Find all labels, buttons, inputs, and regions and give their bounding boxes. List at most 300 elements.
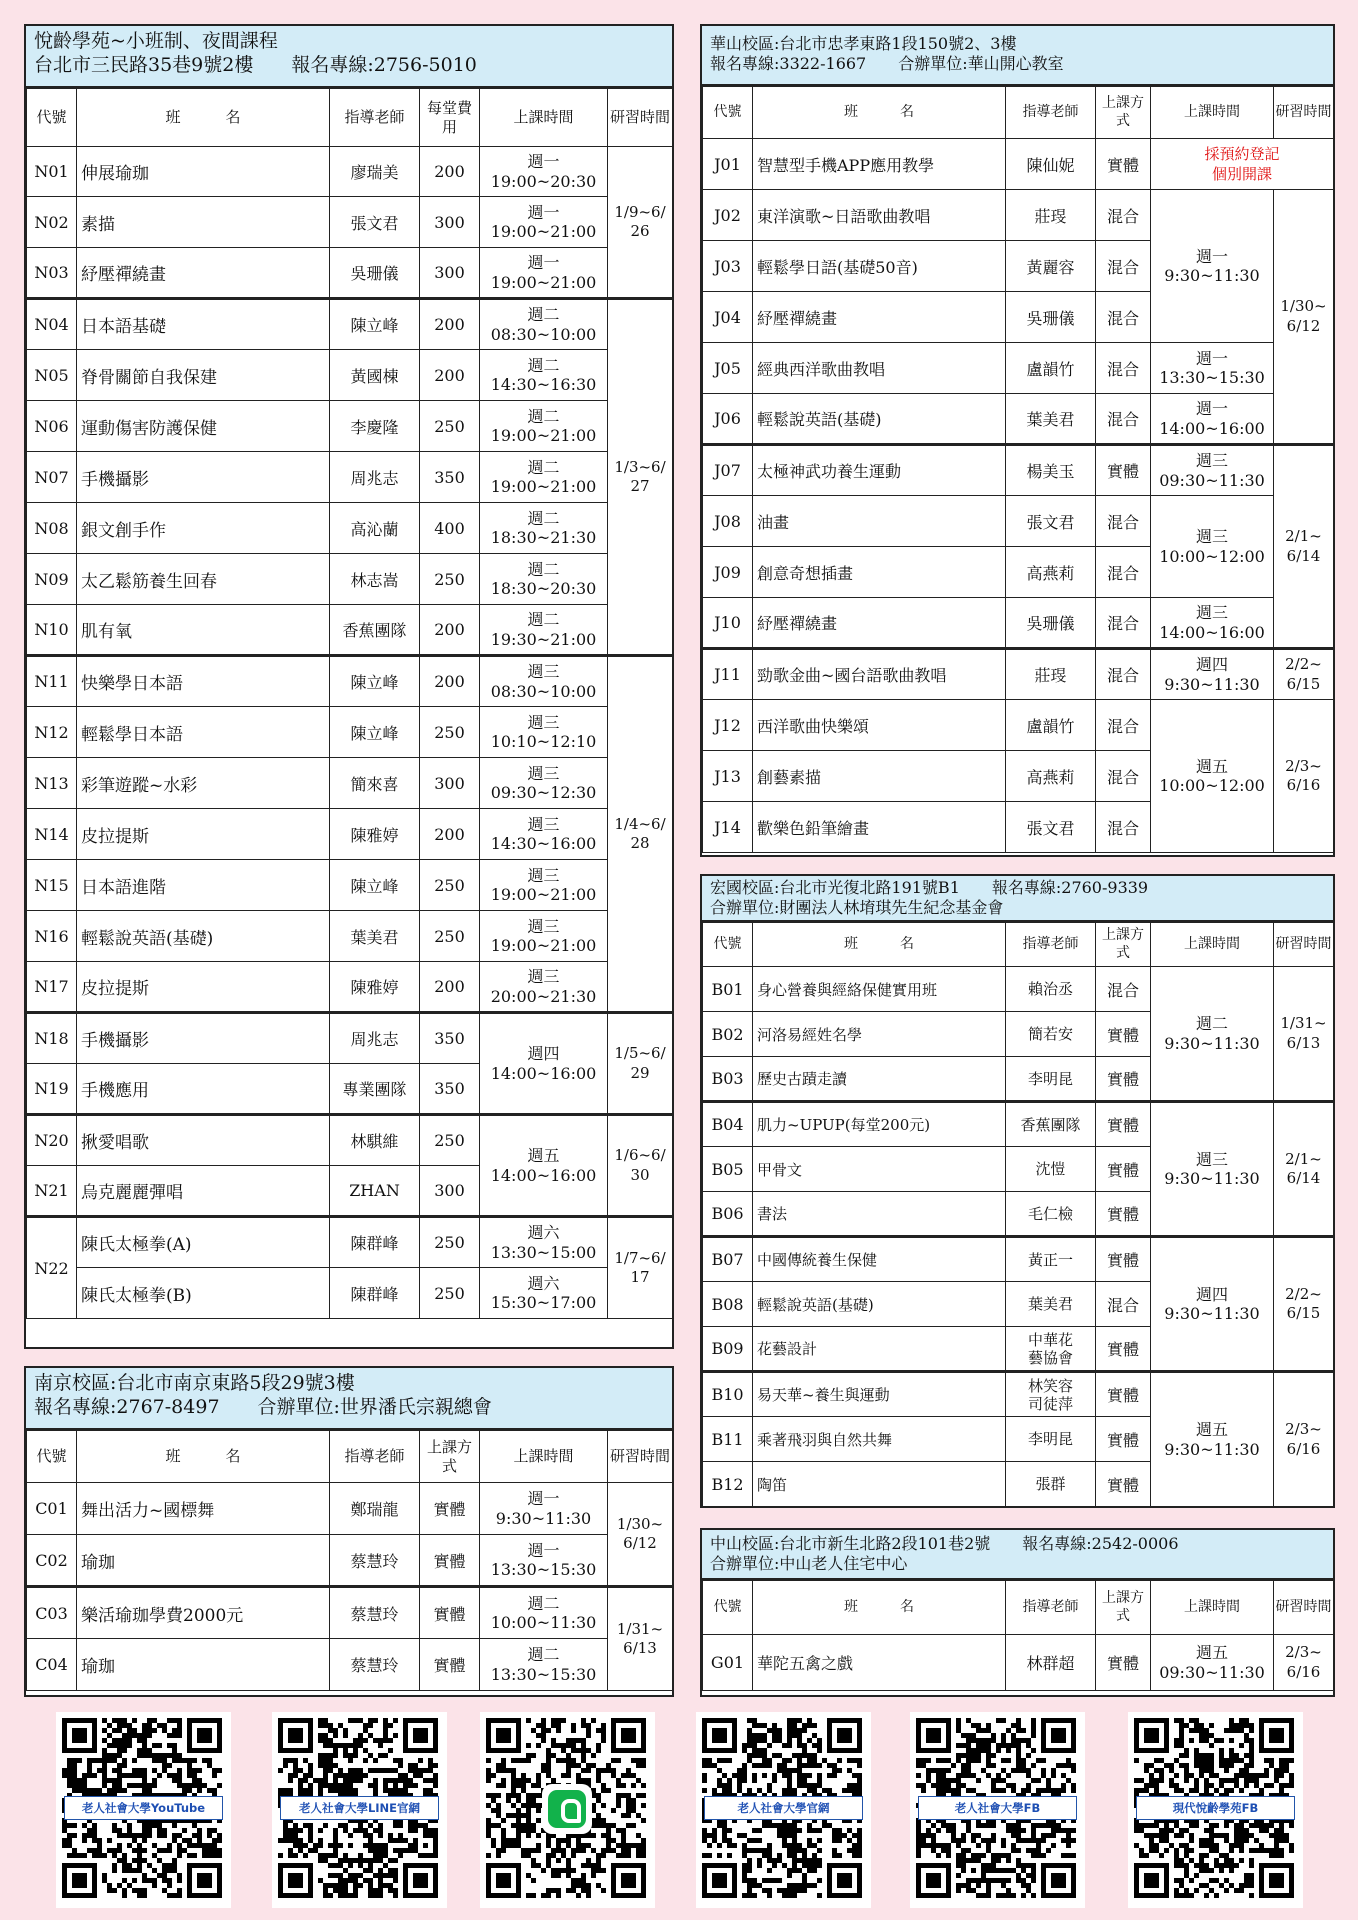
period-text: 2/2~6/15 (1285, 655, 1322, 693)
teacher-name: 香蕉團隊 (1020, 1115, 1081, 1134)
table-row (27, 605, 673, 656)
course-code: B10 (703, 1372, 753, 1417)
column-header: 班 名 (753, 923, 1006, 967)
teacher-name: 毛仁檢 (1027, 1204, 1073, 1223)
panel-hongguo (700, 874, 1335, 1508)
period-text: 1/5~6/29 (614, 1044, 666, 1082)
table-row (27, 299, 673, 350)
course-code: N21 (27, 1166, 77, 1217)
time-range: 9:30~11:30 (1164, 1033, 1260, 1053)
time-range: 14:30~16:00 (490, 834, 597, 853)
teacher: 葉美君 (1006, 394, 1096, 445)
time-range: 19:00~21:00 (490, 477, 597, 496)
course-name: 陳氏太極拳(A) (77, 1217, 330, 1268)
class-mode: 混合 (1096, 292, 1151, 343)
column-header: 班 名 (77, 89, 330, 147)
time-range: 19:00~21:00 (490, 885, 597, 904)
time-range: 19:00~20:30 (490, 171, 597, 191)
course-name: 歡樂色鉛筆繪畫 (753, 802, 1006, 853)
campus-title: 南京校區:台北市南京東路5段29號3樓 (34, 1372, 355, 1394)
course-code: J12 (703, 700, 753, 751)
qr-app[interactable] (480, 1712, 655, 1908)
class-mode: 實體 (1096, 445, 1151, 496)
class-time-cell (480, 147, 608, 197)
course-name: 紓壓禪繞畫 (77, 248, 330, 299)
class-time-cell (480, 503, 608, 554)
course-code: J07 (703, 445, 753, 496)
teacher: 周兆志 (330, 1013, 420, 1064)
course-name: 紓壓禪繞畫 (753, 598, 1006, 649)
class-time-cell (1151, 598, 1274, 649)
time-range: 10:00~12:00 (1159, 776, 1265, 795)
course-code: J08 (703, 496, 753, 547)
course-name: 歷史古蹟走讀 (753, 1057, 1006, 1102)
study-period (608, 147, 673, 299)
class-time-cell (480, 1535, 608, 1587)
class-time-cell (480, 758, 608, 809)
course-name: 日本語基礎 (77, 299, 330, 350)
teacher: 吳珊儀 (1006, 292, 1096, 343)
time-range: 15:30~17:00 (490, 1293, 597, 1312)
class-time (1151, 399, 1273, 437)
class-time-cell (480, 401, 608, 452)
class-mode: 混合 (1096, 241, 1151, 292)
class-time (1151, 757, 1273, 795)
fee: 200 (420, 299, 480, 350)
table-row (703, 343, 1334, 394)
teacher-name: 李明昆 (1027, 1069, 1073, 1088)
column-header: 代號 (703, 1581, 753, 1635)
table-row (27, 1483, 673, 1535)
course-name: 手機應用 (77, 1064, 330, 1115)
column-header: 上課時間 (480, 89, 608, 147)
class-time (480, 253, 607, 291)
teacher: 盧韻竹 (1006, 700, 1096, 751)
time-range: 14:00~16:00 (490, 1063, 597, 1083)
teacher: 張文君 (1006, 496, 1096, 547)
study-period (1274, 445, 1334, 649)
table-row (27, 452, 673, 503)
course-code: N05 (27, 350, 77, 401)
course-name: 脊骨關節自我保建 (77, 350, 330, 401)
panel-header (702, 1530, 1333, 1580)
weekday: 週二 (1195, 1014, 1228, 1034)
fee: 350 (420, 452, 480, 503)
teacher: 黃麗容 (1006, 241, 1096, 292)
course-name: 中國傳統養生保健 (753, 1237, 1006, 1282)
column-header: 指導老師 (1006, 923, 1096, 967)
course-name: 身心營養與經絡保健實用班 (753, 967, 1006, 1012)
course-code: B08 (703, 1282, 753, 1327)
column-header: 班 名 (753, 1581, 1006, 1635)
class-time-cell (480, 911, 608, 962)
header-row (27, 1431, 673, 1483)
course-name: 乘著飛羽與自然共舞 (753, 1417, 1006, 1462)
study-period (1274, 190, 1334, 445)
time-range: 10:10~12:10 (490, 732, 597, 751)
table-row (27, 707, 673, 758)
time-range: 9:30~11:30 (1164, 674, 1260, 694)
course-code: G01 (703, 1635, 753, 1691)
course-name: 書法 (753, 1192, 1006, 1237)
class-time-cell (1151, 496, 1274, 598)
class-time (480, 458, 607, 496)
course-code: J01 (703, 139, 753, 190)
period-text: 1/4~6/28 (614, 814, 666, 852)
teacher-name: 中華花 (1027, 1330, 1073, 1349)
class-time (480, 713, 607, 751)
fee: 250 (420, 911, 480, 962)
weekday: 週一 (527, 202, 560, 222)
campus-address: 報名專線:3322-1667 合辦單位:華山開心教室 (710, 54, 1064, 73)
teacher: 莊琝 (1006, 649, 1096, 700)
teacher: 鄭瑞龍 (330, 1483, 420, 1535)
study-period (608, 1115, 673, 1217)
course-code: B04 (703, 1102, 753, 1147)
course-code: B06 (703, 1192, 753, 1237)
teacher: 葉美君 (330, 911, 420, 962)
teacher: 陳立峰 (330, 656, 420, 707)
course-name: 紓壓禪繞畫 (753, 292, 1006, 343)
period-text: 2/1~6/14 (1285, 527, 1322, 565)
time-range: 9:30~11:30 (1164, 266, 1260, 285)
course-name: 樂活瑜珈學費2000元 (77, 1587, 330, 1639)
class-time (1151, 1014, 1273, 1052)
course-code: N01 (27, 147, 77, 197)
teacher: 廖瑞美 (330, 147, 420, 197)
course-name: 瑜珈 (77, 1535, 330, 1587)
fee: 250 (420, 1115, 480, 1166)
course-code: J13 (703, 751, 753, 802)
teacher: 陳仙妮 (1006, 139, 1096, 190)
course-code: B11 (703, 1417, 753, 1462)
note-line: 個別開課 (1211, 165, 1272, 183)
period-text: 1/30~6/12 (616, 1514, 664, 1552)
teacher: 陳立峰 (330, 299, 420, 350)
course-code: J11 (703, 649, 753, 700)
period-text: 1/7~6/17 (614, 1248, 666, 1286)
panel-header (26, 26, 672, 88)
fee: 350 (420, 1064, 480, 1115)
teacher: 簡來喜 (330, 758, 420, 809)
study-period (608, 1217, 673, 1319)
panel-zhongshan (700, 1528, 1335, 1697)
time-range: 13:30~15:00 (490, 1242, 597, 1262)
weekday: 週三 (527, 865, 560, 885)
course-name: 伸展瑜珈 (77, 147, 330, 197)
class-time-cell (1151, 445, 1274, 496)
campus-title: 宏國校區:台北市光復北路191號B1 報名專線:2760-9339 (710, 878, 1149, 897)
class-mode: 混合 (1096, 751, 1151, 802)
course-name: 易天華~養生與運動 (753, 1372, 1006, 1417)
class-mode: 混合 (1096, 496, 1151, 547)
teacher: 莊琝 (1006, 190, 1096, 241)
class-time (480, 407, 607, 445)
class-time (480, 203, 607, 241)
panel-header (702, 876, 1333, 922)
qr-label: 老人社會大學LINE官網 (280, 1796, 439, 1820)
course-code: J14 (703, 802, 753, 853)
column-header: 上課方式 (1096, 87, 1151, 139)
panel-nanjing (24, 1366, 674, 1697)
teacher: 陳群峰 (330, 1217, 420, 1268)
class-time-cell (1151, 1635, 1274, 1691)
class-time (1151, 1643, 1273, 1681)
weekday: 週五 (1195, 756, 1228, 776)
teacher: 陳群峰 (330, 1268, 420, 1319)
weekday: 週三 (527, 662, 560, 682)
course-name: 西洋歌曲快樂頌 (753, 700, 1006, 751)
course-code: B05 (703, 1147, 753, 1192)
weekday: 週三 (1195, 603, 1228, 623)
course-code: B02 (703, 1012, 753, 1057)
fee: 200 (420, 656, 480, 707)
weekday: 週三 (527, 712, 560, 732)
weekday: 週五 (527, 1146, 560, 1166)
class-time-cell (480, 452, 608, 503)
weekday: 週三 (527, 763, 560, 783)
class-time (480, 967, 607, 1005)
table-row (703, 700, 1334, 751)
class-mode: 混合 (1096, 394, 1151, 445)
class-time-cell (1151, 1237, 1274, 1372)
teacher: 蔡慧玲 (330, 1639, 420, 1691)
table-row (27, 248, 673, 299)
fee: 250 (420, 554, 480, 605)
course-name: 烏克麗麗彈唱 (77, 1166, 330, 1217)
class-time-cell (480, 1639, 608, 1691)
course-code: B01 (703, 967, 753, 1012)
course-name: 輕鬆說英語(基礎) (77, 911, 330, 962)
class-mode: 混合 (1096, 649, 1151, 700)
class-time-cell (480, 1013, 608, 1115)
period-text: 2/3~6/16 (1285, 1643, 1322, 1681)
qr-line[interactable] (272, 1712, 447, 1908)
teacher: 周兆志 (330, 452, 420, 503)
course-name: 瑜珈 (77, 1639, 330, 1691)
time-range: 20:00~21:30 (490, 986, 597, 1006)
course-code: B07 (703, 1237, 753, 1282)
weekday: 週二 (527, 355, 560, 375)
course-code: C02 (27, 1535, 77, 1587)
period-text: 2/3~6/16 (1285, 756, 1322, 794)
course-code: N06 (27, 401, 77, 452)
qr-website[interactable] (696, 1712, 871, 1908)
time-range: 14:00~16:00 (490, 1165, 597, 1185)
column-header: 研習時間 (1274, 1581, 1334, 1635)
table-row (27, 911, 673, 962)
teacher-name: 藝協會 (1027, 1348, 1073, 1367)
column-header: 指導老師 (1006, 87, 1096, 139)
campus-address: 台北市三民路35巷9號2樓 報名專線:2756-5010 (34, 53, 477, 76)
class-time (480, 610, 607, 648)
column-header: 每堂費用 (420, 89, 480, 147)
column-header: 上課時間 (1151, 923, 1274, 967)
qr-yueling-fb[interactable] (1128, 1712, 1303, 1908)
course-code: J04 (703, 292, 753, 343)
fee: 250 (420, 860, 480, 911)
teacher: 陳雅婷 (330, 962, 420, 1013)
teacher (1006, 1462, 1096, 1507)
class-mode: 實體 (420, 1587, 480, 1639)
column-header: 研習時間 (608, 89, 673, 147)
table-row (703, 445, 1334, 496)
class-mode: 混合 (1096, 547, 1151, 598)
period-text: 1/30~6/12 (1280, 297, 1327, 335)
course-name: 手機攝影 (77, 1013, 330, 1064)
qr-youtube[interactable] (56, 1712, 231, 1908)
table-row (703, 496, 1334, 547)
teacher: 專業團隊 (330, 1064, 420, 1115)
study-period (1274, 1237, 1334, 1372)
study-period (608, 656, 673, 1013)
campus-title: 中山校區:台北市新生北路2段101巷2號 報名專線:2542-0006 (710, 1534, 1179, 1553)
class-time (1151, 1285, 1273, 1323)
column-header: 班 名 (77, 1431, 330, 1483)
course-name: 手機攝影 (77, 452, 330, 503)
campus-address: 報名專線:2767-8497 合辦單位:世界潘氏宗親總會 (34, 1395, 492, 1418)
course-code: N18 (27, 1013, 77, 1064)
time-range: 10:00~12:00 (1159, 546, 1265, 566)
campus-title: 悅齡學苑~小班制、夜間課程 (34, 30, 278, 52)
course-code: B09 (703, 1327, 753, 1372)
class-time-cell (480, 1115, 608, 1217)
course-name: 肌有氧 (77, 605, 330, 656)
weekday: 週二 (527, 610, 560, 630)
course-name: 太極神武功養生運動 (753, 445, 1006, 496)
teacher: 李慶隆 (330, 401, 420, 452)
period-text: 1/31~6/13 (616, 1619, 664, 1657)
panel-header (702, 26, 1333, 86)
class-time (480, 305, 607, 343)
course-code: J03 (703, 241, 753, 292)
course-name: 輕鬆說英語(基礎) (753, 394, 1006, 445)
class-mode: 實體 (1096, 1635, 1151, 1691)
class-time (1151, 1420, 1273, 1458)
course-code: J05 (703, 343, 753, 394)
teacher-name: 黃正一 (1027, 1250, 1073, 1269)
table-row (27, 350, 673, 401)
time-range: 14:00~16:00 (1159, 622, 1265, 642)
class-mode: 實體 (1096, 1192, 1151, 1237)
column-header: 指導老師 (330, 1431, 420, 1483)
class-mode: 混合 (1096, 343, 1151, 394)
class-time-cell (1151, 394, 1274, 445)
teacher: 吳珊儀 (1006, 598, 1096, 649)
course-name: 華陀五禽之戲 (753, 1635, 1006, 1691)
teacher (1006, 1282, 1096, 1327)
course-name: 皮拉提斯 (77, 962, 330, 1013)
teacher: 楊美玉 (1006, 445, 1096, 496)
course-code: J06 (703, 394, 753, 445)
class-mode: 實體 (1096, 1372, 1151, 1417)
column-header: 指導老師 (330, 89, 420, 147)
booking-note (1151, 139, 1334, 190)
course-name: 太乙鬆筋養生回春 (77, 554, 330, 605)
course-name: 陶笛 (753, 1462, 1006, 1507)
course-code: C03 (27, 1587, 77, 1639)
campus-title: 華山校區:台北市忠孝東路1段150號2、3樓 (710, 34, 1017, 53)
weekday: 週二 (527, 1645, 560, 1665)
course-name: 陳氏太極拳(B) (77, 1268, 330, 1319)
teacher (1006, 1237, 1096, 1282)
table-row (27, 401, 673, 452)
course-code: J02 (703, 190, 753, 241)
column-header: 上課時間 (1151, 87, 1274, 139)
course-code: N16 (27, 911, 77, 962)
fee: 200 (420, 350, 480, 401)
course-code: C04 (27, 1639, 77, 1691)
time-range: 10:00~11:30 (490, 1613, 597, 1632)
course-name: 甲骨文 (753, 1147, 1006, 1192)
qr-label: 老人社會大學YouTube (64, 1796, 223, 1820)
weekday: 週一 (527, 1540, 560, 1560)
course-name: 運動傷害防護保健 (77, 401, 330, 452)
time-range: 9:30~11:30 (1164, 1439, 1260, 1459)
weekday: 週一 (527, 1489, 560, 1509)
qr-facebook[interactable] (910, 1712, 1085, 1908)
study-period (1274, 1635, 1334, 1691)
weekday: 週五 (1195, 1643, 1228, 1663)
time-range: 9:30~11:30 (1164, 1169, 1260, 1188)
class-mode: 混合 (1096, 190, 1151, 241)
weekday: 週一 (1195, 399, 1228, 419)
weekday: 週四 (1195, 655, 1228, 675)
qr-label: 現代悅齡學苑FB (1136, 1796, 1295, 1820)
column-header: 研習時間 (608, 1431, 673, 1483)
column-header: 研習時間 (1274, 87, 1334, 139)
time-range: 19:30~21:00 (490, 629, 597, 649)
class-time (480, 1645, 607, 1683)
course-table (26, 1430, 673, 1691)
campus-address: 合辦單位:中山老人住宅中心 (710, 1554, 908, 1573)
teacher: 吳珊儀 (330, 248, 420, 299)
weekday: 週三 (527, 814, 560, 834)
course-code: J09 (703, 547, 753, 598)
table-row (27, 1268, 673, 1319)
teacher: 陳雅婷 (330, 809, 420, 860)
class-mode: 實體 (1096, 1147, 1151, 1192)
table-row (27, 860, 673, 911)
fee: 250 (420, 1268, 480, 1319)
table-row (703, 394, 1334, 445)
table-row (703, 598, 1334, 649)
teacher-name: 司徒萍 (1027, 1394, 1073, 1413)
time-range: 19:00~21:00 (490, 222, 597, 241)
period-text: 1/31~6/13 (1280, 1014, 1327, 1052)
column-header: 代號 (703, 923, 753, 967)
class-time-cell (480, 1483, 608, 1535)
fee: 300 (420, 197, 480, 248)
campus-address: 合辦單位:財團法人林堉琪先生紀念基金會 (710, 898, 1004, 917)
table-row (703, 1102, 1334, 1147)
table-row (27, 554, 673, 605)
course-code: N15 (27, 860, 77, 911)
course-name: 素描 (77, 197, 330, 248)
study-period (1274, 1102, 1334, 1237)
course-code: N09 (27, 554, 77, 605)
class-mode: 實體 (1096, 1057, 1151, 1102)
course-code: N08 (27, 503, 77, 554)
class-mode: 混合 (1096, 1282, 1151, 1327)
fee: 300 (420, 248, 480, 299)
course-name: 花藝設計 (753, 1327, 1006, 1372)
column-header: 班 名 (753, 87, 1006, 139)
teacher: 林群超 (1006, 1635, 1096, 1691)
table-row (27, 147, 673, 197)
class-time-cell (1151, 649, 1274, 700)
class-time-cell (480, 1217, 608, 1268)
